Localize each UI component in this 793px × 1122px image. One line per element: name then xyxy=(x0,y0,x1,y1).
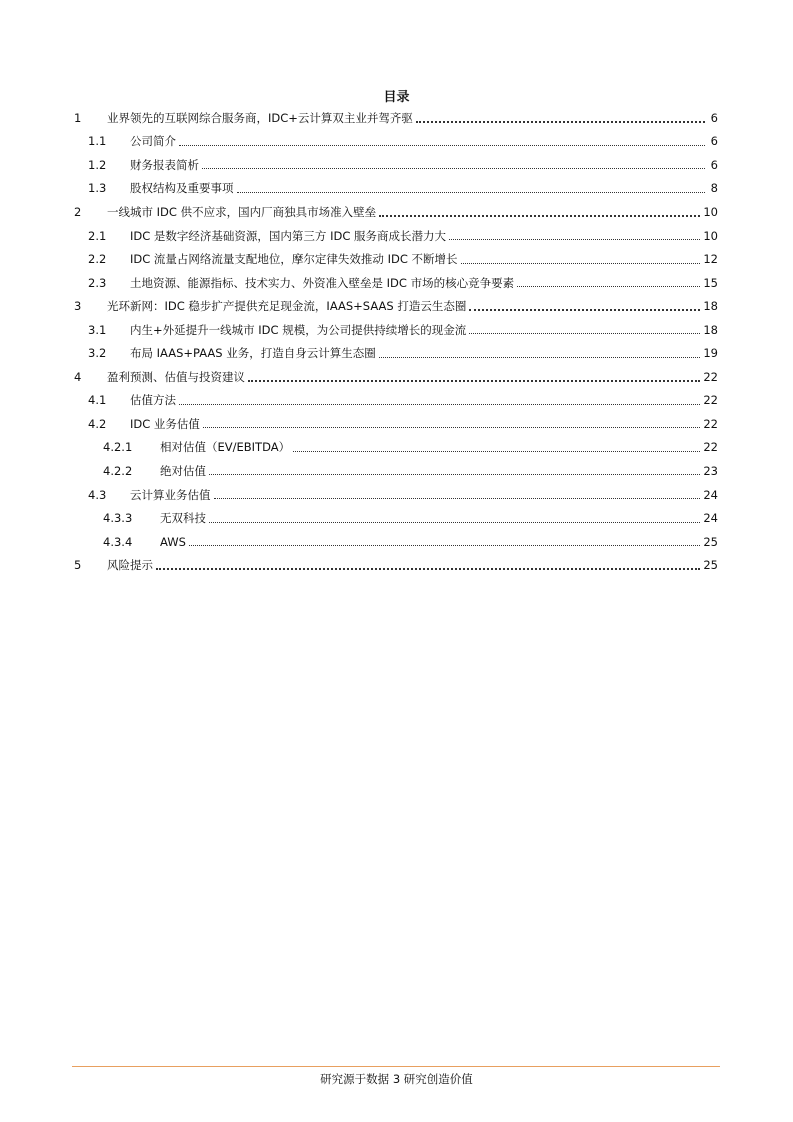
toc-title[interactable]: 风险提示 xyxy=(107,558,153,573)
toc-entry[interactable] xyxy=(72,224,718,248)
toc-page-number: 18 xyxy=(703,299,718,314)
toc-page-number: 22 xyxy=(703,440,718,455)
toc-entry[interactable] xyxy=(72,153,718,177)
toc-page-number: 22 xyxy=(703,393,718,408)
toc-title[interactable]: IDC 业务估值 xyxy=(130,416,200,431)
dot-leader xyxy=(248,380,700,382)
dot-leader xyxy=(469,333,700,334)
toc-entry[interactable] xyxy=(72,459,718,483)
toc-title[interactable]: 估值方法 xyxy=(130,393,176,408)
toc-entry[interactable] xyxy=(72,294,718,318)
toc-entry[interactable] xyxy=(72,436,718,460)
toc-page-number: 6 xyxy=(710,110,718,125)
toc-title[interactable]: 相对估值（EV/EBITDA） xyxy=(160,440,291,455)
toc-number: 4.2 xyxy=(88,416,107,431)
table-of-contents xyxy=(72,106,718,577)
toc-title[interactable]: 光环新网：IDC 稳步扩产提供充足现金流，IAAS+SAAS 打造云生态圈 xyxy=(107,299,467,314)
toc-page-number: 22 xyxy=(703,369,718,384)
dot-leader xyxy=(179,404,700,405)
toc-number: 2.3 xyxy=(88,275,107,290)
toc-page-number: 6 xyxy=(710,157,718,172)
toc-number: 4.3.3 xyxy=(103,511,133,526)
toc-entry[interactable] xyxy=(72,130,718,154)
toc-title[interactable]: 业界领先的互联网综合服务商，IDC+云计算双主业并驾齐驱 xyxy=(107,110,413,125)
dot-leader xyxy=(209,522,700,523)
toc-page-number: 15 xyxy=(703,275,718,290)
toc-title[interactable]: 绝对估值 xyxy=(160,463,206,478)
toc-title[interactable]: 财务报表简析 xyxy=(130,157,199,172)
toc-page-number: 6 xyxy=(710,134,718,149)
toc-title[interactable]: IDC 流量占网络流量支配地位，摩尔定律失效推动 IDC 不断增长 xyxy=(130,252,458,267)
dot-leader xyxy=(203,427,700,428)
toc-page-number: 22 xyxy=(703,416,718,431)
toc-page-number: 12 xyxy=(703,252,718,267)
toc-entry[interactable] xyxy=(72,389,718,413)
toc-title[interactable]: 云计算业务估值 xyxy=(130,487,211,502)
toc-title[interactable]: 盈利预测、估值与投资建议 xyxy=(107,369,245,384)
toc-number: 3.2 xyxy=(88,346,107,361)
dot-leader xyxy=(189,545,700,546)
toc-heading: 目录 xyxy=(383,90,410,105)
toc-entry[interactable] xyxy=(72,530,718,554)
toc-entry[interactable] xyxy=(72,200,718,224)
dot-leader xyxy=(379,215,700,217)
dot-leader xyxy=(416,121,705,123)
toc-title[interactable]: 内生+外延提升一线城市 IDC 规模，为公司提供持续增长的现金流 xyxy=(130,322,467,337)
dot-leader xyxy=(449,239,700,240)
dot-leader xyxy=(461,263,701,264)
toc-page-number: 10 xyxy=(703,204,718,219)
toc-title[interactable]: 土地资源、能源指标、技术实力、外资准入壁垒是 IDC 市场的核心竞争要素 xyxy=(130,275,515,290)
toc-page-number: 24 xyxy=(703,511,718,526)
toc-title[interactable]: 股权结构及重要事项 xyxy=(130,181,234,196)
toc-entry[interactable] xyxy=(72,412,718,436)
toc-number: 4.2.1 xyxy=(103,440,133,455)
toc-title[interactable]: AWS xyxy=(160,534,186,549)
toc-number: 2.2 xyxy=(88,252,107,267)
toc-number: 3 xyxy=(74,299,82,314)
dot-leader xyxy=(379,357,701,358)
page-footer: 研究源于数据 3 研究创造价值 xyxy=(320,1072,473,1086)
dot-leader xyxy=(209,474,700,475)
dot-leader xyxy=(237,192,706,193)
dot-leader xyxy=(179,145,705,146)
toc-number: 4.3 xyxy=(88,487,107,502)
toc-title[interactable]: 布局 IAAS+PAAS 业务，打造自身云计算生态圈 xyxy=(130,346,376,361)
toc-title[interactable]: 一线城市 IDC 供不应求，国内厂商独具市场准入壁垒 xyxy=(107,204,377,219)
toc-page-number: 25 xyxy=(703,558,718,573)
toc-number: 3.1 xyxy=(88,322,107,337)
toc-entry[interactable] xyxy=(72,247,718,271)
dot-leader xyxy=(517,286,700,287)
toc-number: 1.1 xyxy=(88,134,107,149)
toc-title[interactable]: 公司简介 xyxy=(130,134,176,149)
dot-leader xyxy=(469,309,700,311)
toc-page-number: 8 xyxy=(710,181,718,196)
toc-title[interactable]: IDC 是数字经济基础资源，国内第三方 IDC 服务商成长潜力大 xyxy=(130,228,447,243)
toc-page-number: 18 xyxy=(703,322,718,337)
toc-entry[interactable] xyxy=(72,506,718,530)
dot-leader xyxy=(202,168,705,169)
toc-page-number: 24 xyxy=(703,487,718,502)
toc-number: 1.3 xyxy=(88,181,107,196)
toc-entry[interactable] xyxy=(72,177,718,201)
toc-page-number: 10 xyxy=(703,228,718,243)
toc-page-number: 23 xyxy=(703,463,718,478)
toc-page-number: 25 xyxy=(703,534,718,549)
toc-number: 2 xyxy=(74,204,82,219)
toc-number: 4.2.2 xyxy=(103,463,133,478)
toc-number: 1.2 xyxy=(88,157,107,172)
toc-number: 4.1 xyxy=(88,393,107,408)
footer-divider xyxy=(72,1066,720,1067)
toc-page-number: 19 xyxy=(703,346,718,361)
toc-number: 4 xyxy=(74,369,82,384)
toc-entry[interactable] xyxy=(72,271,718,295)
toc-number: 1 xyxy=(74,110,82,125)
dot-leader xyxy=(156,568,700,570)
toc-entry[interactable] xyxy=(72,106,718,130)
toc-title[interactable]: 无双科技 xyxy=(160,511,206,526)
dot-leader xyxy=(293,451,700,452)
toc-entry[interactable] xyxy=(72,553,718,577)
toc-entry[interactable] xyxy=(72,318,718,342)
toc-number: 2.1 xyxy=(88,228,107,243)
toc-entry[interactable] xyxy=(72,365,718,389)
toc-number: 5 xyxy=(74,558,82,573)
dot-leader xyxy=(214,498,701,499)
toc-entry[interactable] xyxy=(72,483,718,507)
toc-entry[interactable] xyxy=(72,341,718,365)
toc-number: 4.3.4 xyxy=(103,534,133,549)
